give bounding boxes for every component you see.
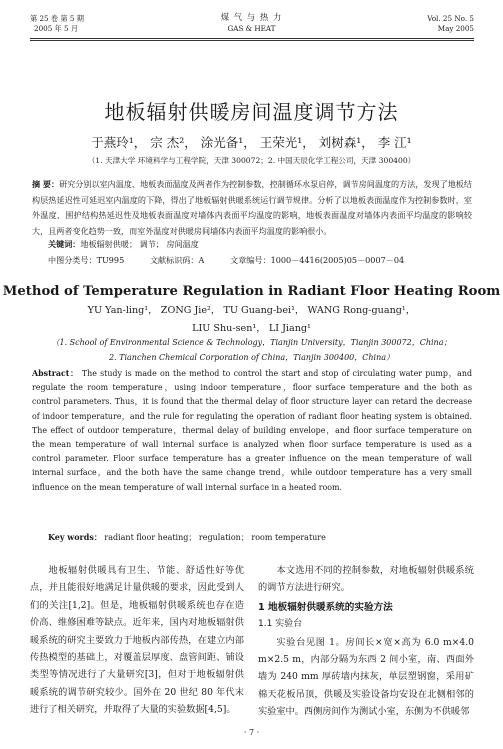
header-rule-thin — [30, 40, 474, 41]
keywords-en-text: radiant floor heating； regulation； room temperature — [104, 533, 326, 542]
authors-cn: 于燕玲¹， 宗 杰²， 涂光备¹， 王荣光¹， 刘树森¹， 李 江¹ — [91, 135, 412, 150]
affiliation-en-2: 2. Tianchen Chemical Corporation of China，Tianjin 300400，China） — [108, 353, 395, 362]
paper-title-cn: 地板辐射供暖房间温度调节方法 — [104, 100, 399, 124]
header-rule — [30, 38, 474, 39]
abstract-cn — [32, 177, 472, 240]
paper-title-en: Method of Temperature Regulation in Radiant Floor Heating Room — [2, 284, 501, 299]
keywords-cn-label: 关键词： — [48, 239, 81, 249]
section-heading: 1 地板辐射供暖系统的实验方法 — [258, 601, 393, 613]
body-paragraph: 地板辐射供暖具有卫生、节能、舒适性好等优点，并且能很好地满足计量供暖的要求，因此受到人们的关注[1,2]。但是，地板辐射供暖系统也存在造价高、维修困难等缺点。近年来，国内对地板辐射供暖系统的研究主要致力于地板内部传热，在建立内部传热模型的基础上，对覆盖层厚度、盘管间距、铺设类型等情况进行了大量研究[3]，但对于地板辐射供暖系统的调节研究较少。国外在 20 世纪 80 年代末进行了相关研究，并取得了大量的实验数据[4,5]。 — [30, 565, 244, 716]
abstract-cn-text: 研究分别以室内温度、地板表面温度及两者作为控制参数，控制循环水泵启停，调节房间温度的方法，发现了地板结构层热延迟性可延迟室内温度的下降，得出了地板辐射供暖系统运行调节规律。分析了以地板表面温度作为控制参数时，室外温度、围护结构热延迟性及地板表面温度对墙体内表面平均温度的影响，地板表面温度对墙体内表面平均温度的影响较大，且两者变化趋势一致，而室外温度对供暖房间墙体内表面平均温度的影响很小。 — [32, 179, 472, 237]
abstract-en-label: Abstract： — [32, 369, 79, 378]
body-intro: 本文选用不同的控制参数，对地板辐射供暖系统的调节方法进行研究。 — [258, 565, 474, 594]
page-number: · 7 · — [243, 728, 260, 737]
journal-title-en: GAS & HEAT — [227, 24, 276, 33]
subsection-heading: 1.1 实验台 — [258, 619, 303, 630]
affiliation-cn: （1. 天津大学 环境科学与工程学院，天津 300072；2. 中国天辰化学工程公司，天津 300400） — [87, 156, 416, 165]
journal-vol-no: Vol. 25 No. 5 — [427, 14, 474, 23]
journal-date: 2005 年 5 月 — [34, 24, 79, 33]
abstract-en-text: The study is made on the method to control the start and stop of circulating water pump，and regulate the room temperature，using indoor temperature，floor surface temperature and the both as control parameters. Thus，it is found that the thermal delay of floor structure layer can retard the decrease of indoor temperature，and the rule for regulating the operation of radiant floor heating system is obtained. The effect of outdoor temperature，thermal delay of building envelope，and floor surface temperature on the mean temperature of wall internal surface is analyzed when floor surface temperature is used as a control parameter. Floor surface temperature has a greater influence on the mean temperature of wall internal surface，and the both have the same change trend，while outdoor temperature has a very small influence on the mean temperature of wall internal surface in a heated room. — [32, 369, 472, 492]
keywords-en-label: Key words： — [48, 532, 102, 542]
keywords-cn — [48, 239, 199, 250]
body-right-column — [258, 562, 474, 721]
body-paragraph: 实验台见图 1。房间长×宽×高为 6.0 m×4.0 m×2.5 m，内部分隔为东西 2 间小室，南、西面外墙为 240 mm 厚砖墙内抹灰，单层塑钢窗，采用矿棉天花板吊顶，供暖及实验设备均安设在北侧相邻的实验室中。西侧房间作为测试小室，东侧为不供暖邻 — [258, 636, 474, 718]
keywords-cn-text: 地板辐射供暖； 调节； 房间温度 — [80, 239, 199, 249]
abstract-cn-label: 摘 要： — [32, 179, 60, 189]
affiliation-en-1: （1. School of Environmental Science & Technology，Tianjin University，Tianjin 300072，China； — [51, 338, 452, 347]
authors-en-line2: LIU Shu-sen¹， LI Jiang¹ — [192, 323, 311, 334]
journal-title-cn: 煤 气 与 热 力 — [220, 12, 283, 22]
journal-volume-issue: 第 25 卷 第 5 期 — [30, 14, 84, 23]
classification-cn: 中图分类号：TU995 文献标识码：A 文章编号：1000－4416(2005)05－0007－04 — [48, 255, 405, 265]
body-left-column — [30, 562, 244, 719]
keywords-en — [48, 532, 326, 543]
journal-month-year: May 2005 — [437, 24, 474, 33]
abstract-en — [32, 367, 472, 495]
authors-en-line1: YU Yan-ling¹， ZONG Jie²， TU Guang-bei¹， WANG Rong-guang¹， — [87, 305, 416, 316]
